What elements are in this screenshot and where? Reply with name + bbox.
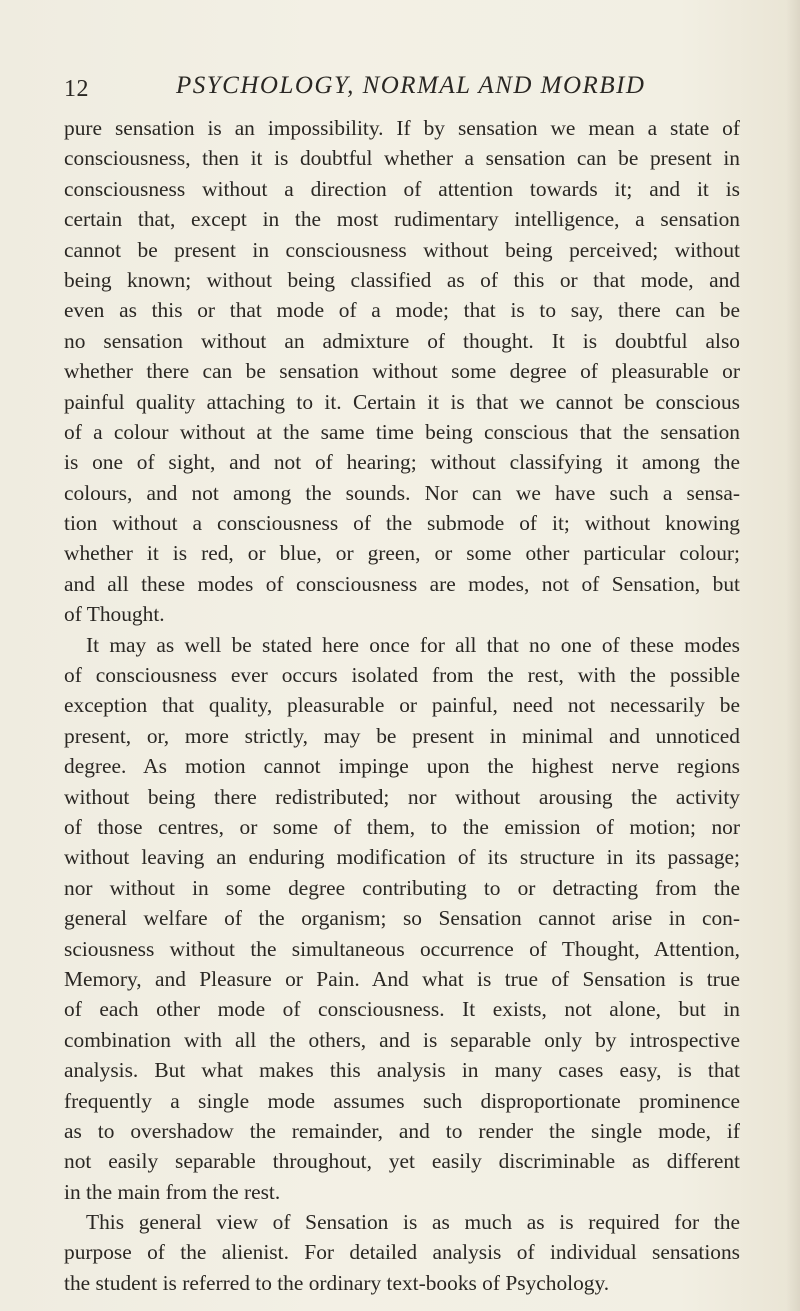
running-head (64, 70, 740, 110)
page-number: 12 (64, 76, 89, 102)
text-line: and all these modes of consciousness are modes, not of Sensation, but (64, 571, 740, 596)
paragraph-last-line: of Thought. (64, 602, 165, 627)
text-line: combination with all the others, and is separable only by introspective (64, 1027, 740, 1052)
text-line: consciousness, then it is doubtful whether a sensation can be present in (64, 146, 740, 171)
text-line: Memory, and Pleasure or Pain. And what is true of Sensation is true (64, 966, 740, 991)
text-line: pure sensation is an impossibility. If by sensation we mean a state of (64, 116, 740, 140)
text-line: certain that, except in the most rudimentary intelligence, a sensation (64, 207, 740, 232)
paragraph-first-line: It may as well be stated here once for all that no one of these modes (86, 632, 740, 657)
text-line: no sensation without an admixture of thought. It is doubtful also (64, 328, 740, 353)
text-line: as to overshadow the remainder, and to render the single mode, if (64, 1118, 740, 1143)
text-line: tion without a consciousness of the submode of it; without knowing (64, 511, 740, 536)
text-line: frequently a single mode assumes such disproportionate prominence (64, 1088, 740, 1113)
text-line: of those centres, or some of them, to the emission of motion; nor (64, 814, 740, 839)
text-line: colours, and not among the sounds. Nor can we have such a sensa- (64, 480, 740, 505)
text-line: without leaving an enduring modification of its structure in its passage; (64, 845, 740, 870)
text-line: being known; without being classified as of this or that mode, and (64, 267, 740, 292)
text-line: of consciousness ever occurs isolated from the rest, with the possible (64, 663, 740, 688)
text-line: is one of sight, and not of hearing; without classifying it among the (64, 450, 740, 475)
text-line: without being there redistributed; nor without arousing the activity (64, 784, 740, 809)
paragraph-last-line: in the main from the rest. (64, 1179, 281, 1204)
text-line: degree. As motion cannot impinge upon the highest nerve regions (64, 754, 740, 779)
text-line: nor without in some degree contributing to or detracting from the (64, 875, 740, 900)
text-line: general welfare of the organism; so Sensation cannot arise in con- (64, 906, 740, 931)
paragraph-last-line: the student is referred to the ordinary text-books of Psychology. (64, 1270, 610, 1295)
text-line: whether there can be sensation without some degree of pleasurable or (64, 359, 740, 384)
text-line: exception that quality, pleasurable or painful, need not necessarily be (64, 693, 740, 718)
body-text (64, 113, 740, 1298)
text-line: sciousness without the simultaneous occurrence of Thought, Attention, (64, 936, 740, 961)
text-line: purpose of the alienist. For detailed analysis of individual sensations (64, 1240, 740, 1265)
text-line: present, or, more strictly, may be present in minimal and unnoticed (64, 723, 740, 748)
text-line: whether it is red, or blue, or green, or some other particular colour; (64, 541, 740, 566)
running-title: PSYCHOLOGY, NORMAL AND MORBID (176, 72, 646, 99)
text-line: not easily separable throughout, yet easily discriminable as different (64, 1149, 740, 1174)
paragraph-first-line: This general view of Sensation is as much as is required for the (86, 1210, 740, 1235)
text-line: cannot be present in consciousness without being perceived; without (64, 237, 740, 262)
text-line: even as this or that mode of a mode; that is to say, there can be (64, 298, 740, 323)
text-line: of each other mode of consciousness. It exists, not alone, but in (64, 997, 740, 1022)
text-line: of a colour without at the same time being conscious that the sensation (64, 419, 740, 444)
page-edge-shadow (786, 0, 800, 1311)
text-line: analysis. But what makes this analysis in many cases easy, is that (64, 1058, 740, 1083)
text-line: painful quality attaching to it. Certain it is that we cannot be conscious (64, 389, 740, 414)
text-line: consciousness without a direction of attention towards it; and it is (64, 176, 740, 201)
